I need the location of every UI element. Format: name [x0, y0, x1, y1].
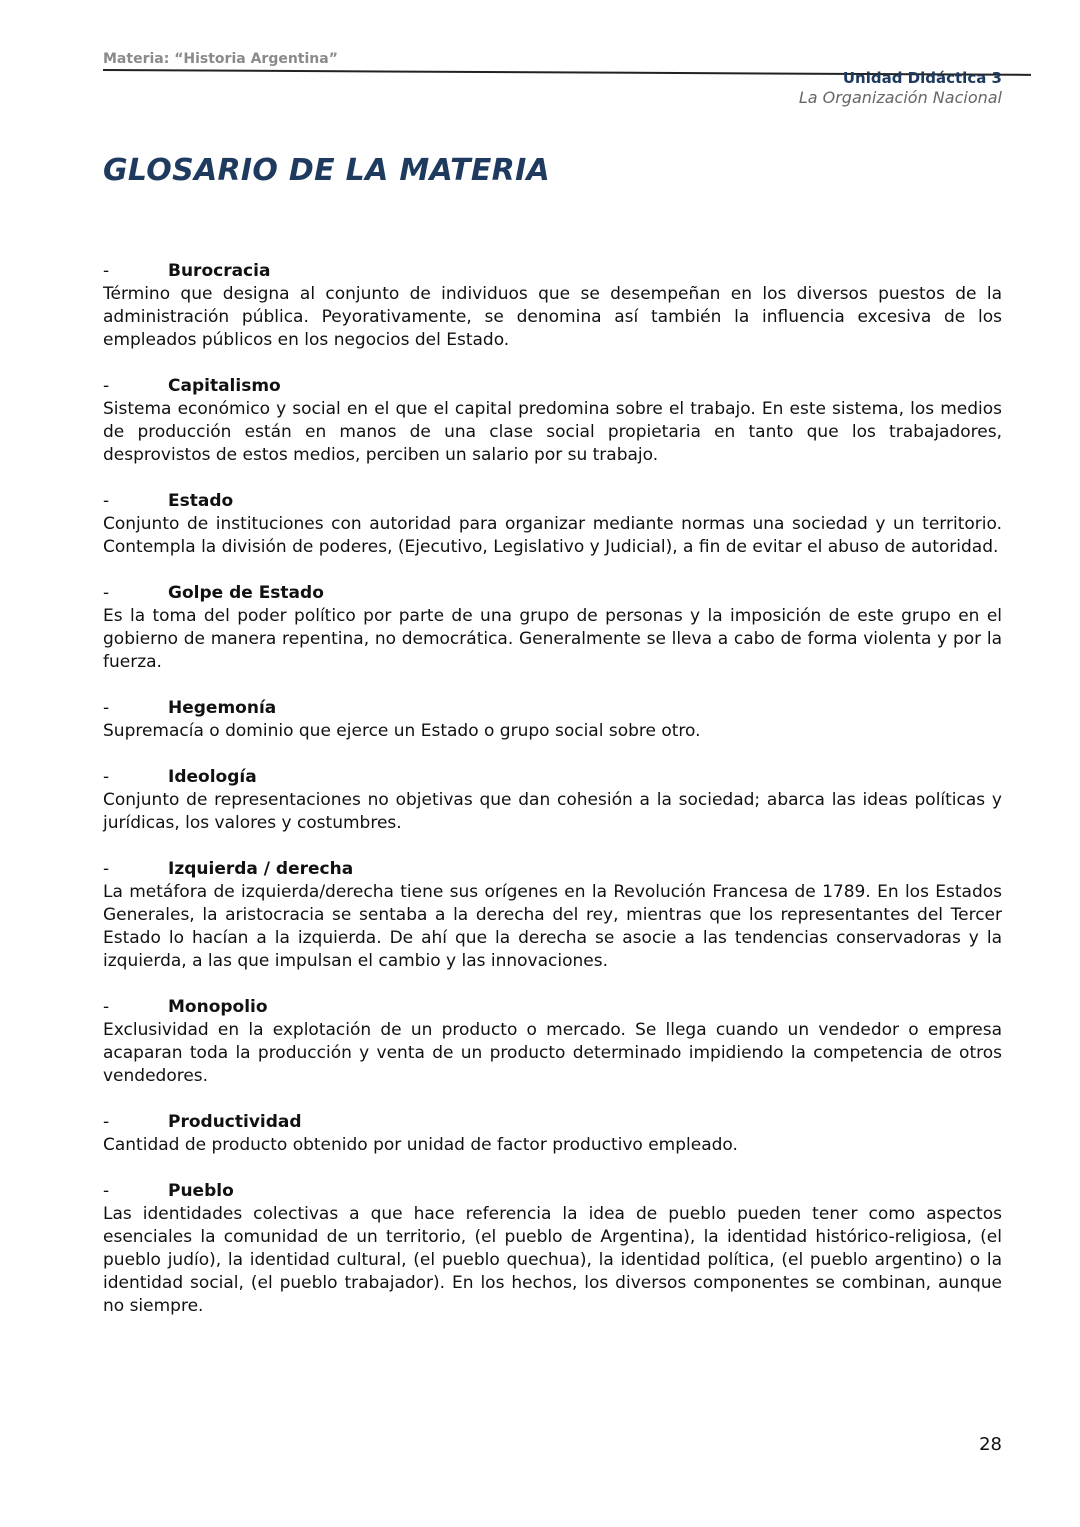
glossary-term: Capitalismo: [168, 376, 281, 396]
term-row: [103, 582, 1002, 605]
bullet-dash: -: [103, 698, 110, 718]
glossary-entry: [103, 582, 1002, 674]
term-row: [103, 1180, 1002, 1203]
term-row: [103, 697, 1002, 720]
bullet-dash: -: [103, 261, 110, 281]
bullet-dash: -: [103, 583, 110, 603]
glossary-definition: Conjunto de representaciones no objetivas que dan cohesión a la sociedad; abarca las ideas políticas y jurídicas, los valores y costumbres.: [103, 790, 1002, 833]
glossary-entry: [103, 766, 1002, 835]
glossary-entry: [103, 375, 1002, 467]
glossary-term: Burocracia: [168, 261, 271, 281]
glossary-definition: La metáfora de izquierda/derecha tiene sus orígenes en la Revolución Francesa de 1789. En los Estados Generales, la aristocracia se sentaba a la derecha del rey, mientras que los representantes del Tercer Estado lo hacían a la izquierda. De ahí que la derecha se asocie a las tendencias conservadoras y la izquierda, a las que impulsan el cambio y las innovaciones.: [103, 882, 1002, 971]
glossary-definition: Conjunto de instituciones con autoridad para organizar mediante normas una sociedad y un territorio. Contempla la división de poderes, (Ejecutivo, Legislativo y Judicial), a fin de evitar el abuso de autoridad.: [103, 514, 1002, 557]
glossary-term: Izquierda / derecha: [168, 859, 354, 879]
glossary-definition: Supremacía o dominio que ejerce un Estado o grupo social sobre otro.: [103, 721, 701, 741]
glossary-definition: Sistema económico y social en el que el capital predomina sobre el trabajo. En este sistema, los medios de producción están en manos de una clase social propietaria en tanto que los trabajadores, desprovistos de estos medios, perciben un salario por su trabajo.: [103, 399, 1002, 465]
bullet-dash: -: [103, 376, 110, 396]
bullet-dash: -: [103, 859, 110, 879]
glossary-term: Pueblo: [168, 1181, 234, 1201]
page-title: GLOSARIO DE LA MATERIA: [103, 153, 551, 188]
bullet-dash: -: [103, 491, 110, 511]
glossary-entry: [103, 858, 1002, 973]
term-row: [103, 766, 1002, 789]
glossary-entry: [103, 996, 1002, 1088]
glossary-term: Monopolio: [168, 997, 268, 1017]
glossary-term: Estado: [168, 491, 234, 511]
header-unit: Unidad Didáctica 3: [842, 69, 1002, 87]
header-subject: Materia: “Historia Argentina”: [103, 51, 338, 67]
glossary-entry: [103, 697, 1002, 743]
bullet-dash: -: [103, 1181, 110, 1201]
glossary-definition: Es la toma del poder político por parte de una grupo de personas y la imposición de este grupo en el gobierno de manera repentina, no democrática. Generalmente se lleva a cabo de forma violenta y por la fuerza.: [103, 606, 1002, 672]
term-row: [103, 858, 1002, 881]
glossary-term: Ideología: [168, 767, 257, 787]
glossary-entry: [103, 1111, 1002, 1157]
glossary-definition: Cantidad de producto obtenido por unidad de factor productivo empleado.: [103, 1135, 738, 1155]
glossary-entry: [103, 1180, 1002, 1318]
glossary-definition: Las identidades colectivas a que hace referencia la idea de pueblo pueden tener como aspectos esenciales la comunidad de un territorio, (el pueblo de Argentina), la identidad histórico-religiosa, (el pueblo judío), la identidad cultural, (el pueblo quechua), la identidad política, (el pueblo argentino) o la identidad social, (el pueblo trabajador). En los hechos, los diversos componentes se combinan, aunque no siempre.: [103, 1204, 1002, 1316]
bullet-dash: -: [103, 1112, 110, 1132]
header-topic: La Organización Nacional: [798, 88, 1002, 107]
bullet-dash: -: [103, 997, 110, 1017]
glossary-list: [103, 260, 1002, 1341]
glossary-definition: Exclusividad en la explotación de un producto o mercado. Se llega cuando un vendedor o empresa acaparan toda la producción y venta de un producto determinado impidiendo la competencia de otros vendedores.: [103, 1020, 1002, 1086]
glossary-definition: Término que designa al conjunto de individuos que se desempeñan en los diversos puestos de la administración pública. Peyorativamente, se denomina así también la influencia excesiva de los empleados públicos en los negocios del Estado.: [103, 284, 1002, 350]
glossary-entry: [103, 490, 1002, 559]
glossary-entry: [103, 260, 1002, 352]
glossary-term: Hegemonía: [168, 698, 277, 718]
term-row: [103, 260, 1002, 283]
glossary-term: Golpe de Estado: [168, 583, 324, 603]
term-row: [103, 375, 1002, 398]
term-row: [103, 1111, 1002, 1134]
bullet-dash: -: [103, 767, 110, 787]
glossary-term: Productividad: [168, 1112, 302, 1132]
term-row: [103, 490, 1002, 513]
term-row: [103, 996, 1002, 1019]
page-number: 28: [979, 1434, 1002, 1455]
